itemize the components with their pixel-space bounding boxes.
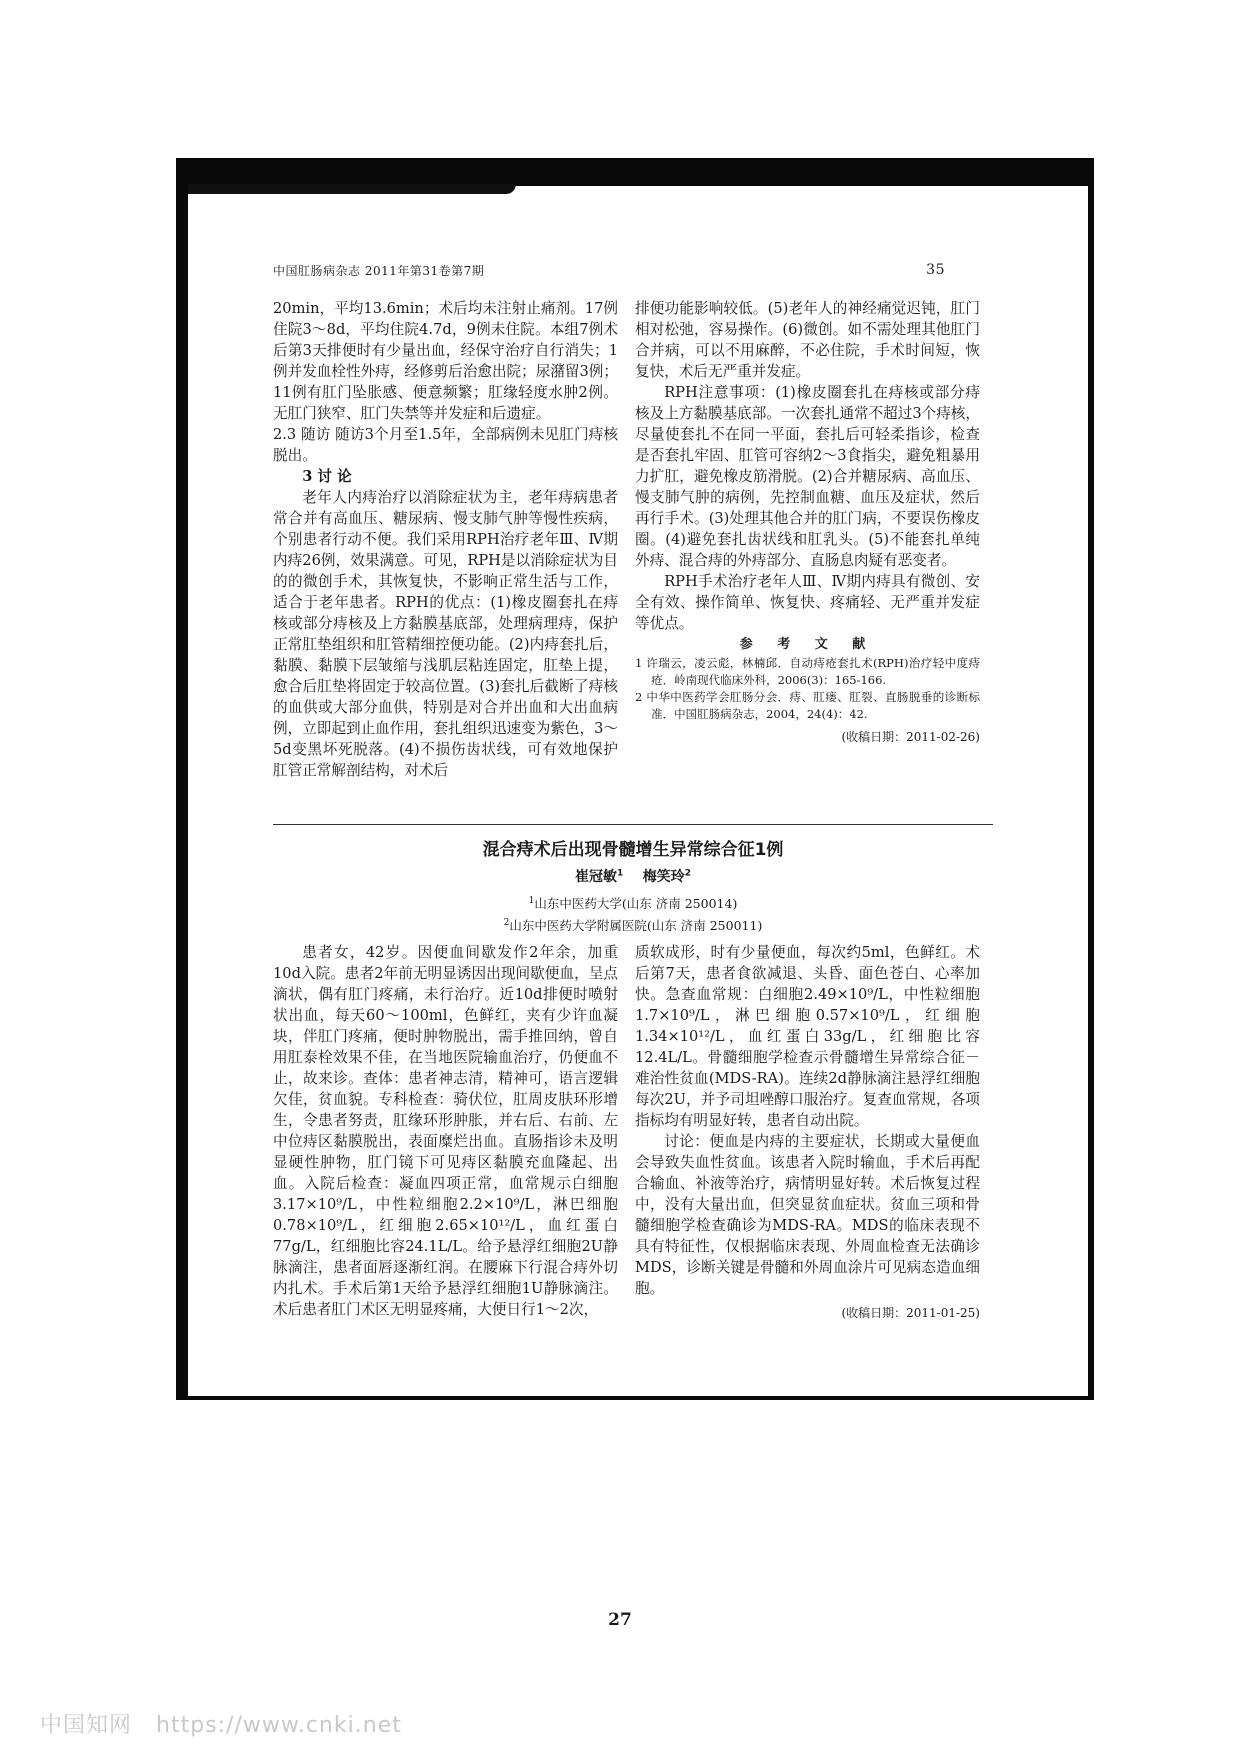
article2-right-column — [635, 942, 980, 1324]
author-name: 崔冠敏 — [574, 869, 617, 885]
article-title: 混合痔术后出现骨髓增生异常综合征1例 — [482, 840, 784, 860]
paragraph: 排便功能影响较低。(5)老年人的神经痛觉迟钝，肛门相对松弛，容易操作。(6)微创。如不需处理其他肛门合并病，可以不用麻醉，不必住院，手术时间短，恢复快，术后无严重并发症。 — [635, 300, 980, 380]
received-date: (收稿日期：2011-02-26) — [841, 730, 980, 744]
paragraph: RPH注意事项：(1)橡皮圈套扎在痔核或部分痔核及上方黏膜基底部。一次套扎通常不超过3个痔核，尽量使套扎不在同一平面，套扎后可轻柔指诊，检查是否套扎牢固、肛管可容纳2～3食指尖，避免粗暴用力扩肛，避免橡皮筋滑脱。(2)合并糖尿病、高血压、慢支肺气肿的病例，先控制血糖、血压及症状，然后再行手术。(3)处理其他合并的肛门病，不要误伤橡皮圈。(4)避免套扎齿状线和肛乳头。(5)不能套扎单纯外痔、混合痔的外痔部分、直肠息肉疑有恶变者。 — [635, 384, 980, 569]
reference-item: 2 中华中医药学会肛肠分会．痔、肛瘘、肛裂、直肠脱垂的诊断标准．中国肛肠病杂志，2004，24(4)：42. — [635, 690, 980, 721]
article1-right-column — [635, 298, 980, 748]
running-header — [273, 262, 945, 279]
affiliation-2 — [273, 916, 993, 934]
author-name: 梅笑玲 — [642, 869, 685, 885]
affiliation-sup: 2 — [503, 917, 510, 928]
paragraph: 质软成形，时有少量便血，每次约5ml，色鲜红。术后第7天，患者食欲减退、头昏、面色苍白、心率加快。急查血常规：白细胞2.49×10⁹/L，中性粒细胞1.7×10⁹/L，淋巴细胞0.57×10⁹/L，红细胞1.34×10¹²/L，血红蛋白33g/L，红细胞比容12.4L/L。骨髓细胞学检查示骨髓增生异常综合征－难治性贫血(MDS-RA)。连续2d静脉滴注悬浮红细胞每次2U，并予司坦唑醇口服治疗。复查血常规，各项指标均有明显好转，患者自动出院。 — [635, 944, 980, 1129]
scan-border-smear — [176, 184, 516, 194]
scan-border-left — [176, 158, 188, 1400]
reference-item: 1 许瑞云，凌云彪，林楠邱．自动痔疮套扎术(RPH)治疗轻中度痔疮．岭南现代临床外科，2006(3)：165-166. — [635, 656, 980, 687]
paragraph: 患者女，42岁。因便血间歇发作2年余，加重10d入院。患者2年前无明显诱因出现间歇便血，呈点滴状，偶有肛门疼痛，未行治疗。近10d排便时喷射状出血，每天60～100ml，色鲜红，夹有少许血凝块，伴肛门疼痛，便时肿物脱出，需手推回纳，曾自用肛泰栓效果不佳，在当地医院输血治疗，仍便血不止，故来诊。查体：患者神志清，精神可，语言逻辑欠佳，贫血貌。专科检查：骑伏位，肛周皮肤环形增生，令患者努责，肛缘环形肿胀，并右后、右前、左中位痔区黏膜脱出，表面糜烂出血。直肠指诊未及明显硬性肿物，肛门镜下可见痔区黏膜充血隆起、出血。入院后检查：凝血四项正常，血常规示白细胞3.17×10⁹/L，中性粒细胞2.2×10⁹/L，淋巴细胞0.78×10⁹/L，红细胞2.65×10¹²/L，血红蛋白77g/L，红细胞比容24.1L/L。给予悬浮红细胞2U静脉滴注，患者面唇逐渐红润。在腰麻下行混合痔外切内扎术。手术后第1天给予悬浮红细胞1U静脉滴注。术后患者肛门术区无明显疼痛，大便日行1～2次， — [273, 944, 618, 1318]
paragraph: 20min，平均13.6min；术后均未注射止痛剂。17例住院3～8d，平均住院4.7d，9例未住院。本组7例术后第3天排便时有少量出血，经保守治疗自行消失；1例并发血栓性外痔，经修剪后治愈出院；尿潴留3例；11例有肛门坠胀感、便意频繁；肛缘轻度水肿2例。无肛门狭窄、肛门失禁等并发症和后遗症。 — [273, 300, 618, 422]
watermark-brand: 中国知网 — [40, 1713, 133, 1738]
scan-border-bottom — [176, 1396, 1094, 1400]
affiliation-1 — [273, 894, 993, 912]
journal-name: 中国肛肠病杂志 2011年第31卷第7期 — [273, 264, 485, 278]
watermark-url: https://www.cnki.net — [156, 1713, 402, 1738]
paragraph: RPH手术治疗老年人Ⅲ、Ⅳ期内痔具有微创、安全有效、操作简单、恢复快、疼痛轻、无严重并发症等优点。 — [635, 573, 980, 632]
affiliation-sup: 1 — [528, 895, 535, 906]
scan-border-top — [176, 158, 1094, 186]
watermark — [40, 1708, 402, 1739]
page-number: 27 — [608, 1610, 632, 1630]
section-heading-discussion: 3 讨 论 — [302, 468, 352, 485]
affiliation-text: 山东中医药大学(山东 济南 250014) — [534, 896, 738, 911]
author-sup: 1 — [616, 868, 624, 879]
paragraph-followup: 2.3 随访 随访3个月至1.5年，全部病例未见肛门痔核脱出。 — [273, 426, 618, 464]
discussion-paragraph: 讨论：便血是内痔的主要症状，长期或大量便血会导致失血性贫血。该患者入院时输血，手术后再配合输血、补液等治疗，病情明显好转。术后恢复过程中，没有大量出血，但突显贫血症状。贫血三项和骨髓细胞学检查确诊为MDS-RA。MDS的临床表现不具有特征性，仅根据临床表现、外周血检查无法确诊MDS，诊断关键是骨髓和外周血涂片可见病态造血细胞。 — [635, 1133, 980, 1297]
scan-border-right — [1088, 158, 1094, 1400]
article1-left-column — [273, 298, 618, 781]
received-date: (收稿日期：2011-01-25) — [841, 1306, 980, 1320]
paragraph: 老年人内痔治疗以消除症状为主，老年痔病患者常合并有高血压、糖尿病、慢支肺气肿等慢性疾病，个别患者行动不便。我们采用RPH治疗老年Ⅲ、Ⅳ期内痔26例，效果满意。可见，RPH是以消除症状为目的的微创手术，其恢复快，不影响正常生活与工作，适合于老年患者。RPH的优点：(1)橡皮圈套扎在痔核或部分痔核及上方黏膜基底部，处理病理痔，保护正常肛垫组织和肛管精细控便功能。(2)内痔套扎后，黏膜、黏膜下层皱缩与浅肌层粘连固定，肛垫上提，愈合后肛垫将固定于较高位置。(3)套扎后截断了痔核的血供或大部分血供，特别是对合并出血和大出血病例，立即起到止血作用，套扎组织迅速变为紫色，3～5d变黑坏死脱落。(4)不损伤齿状线，可有效地保护肛管正常解剖结构，对术后 — [273, 489, 618, 779]
journal-page-number: 35 — [926, 262, 945, 278]
article2-left-column — [273, 942, 618, 1320]
article-divider — [273, 824, 993, 825]
author-line — [273, 866, 993, 886]
author-sup: 2 — [684, 868, 692, 879]
affiliation-text: 山东中医药大学附属医院(山东 济南 250011) — [509, 918, 763, 933]
references-heading: 参 考 文 献 — [739, 637, 876, 652]
